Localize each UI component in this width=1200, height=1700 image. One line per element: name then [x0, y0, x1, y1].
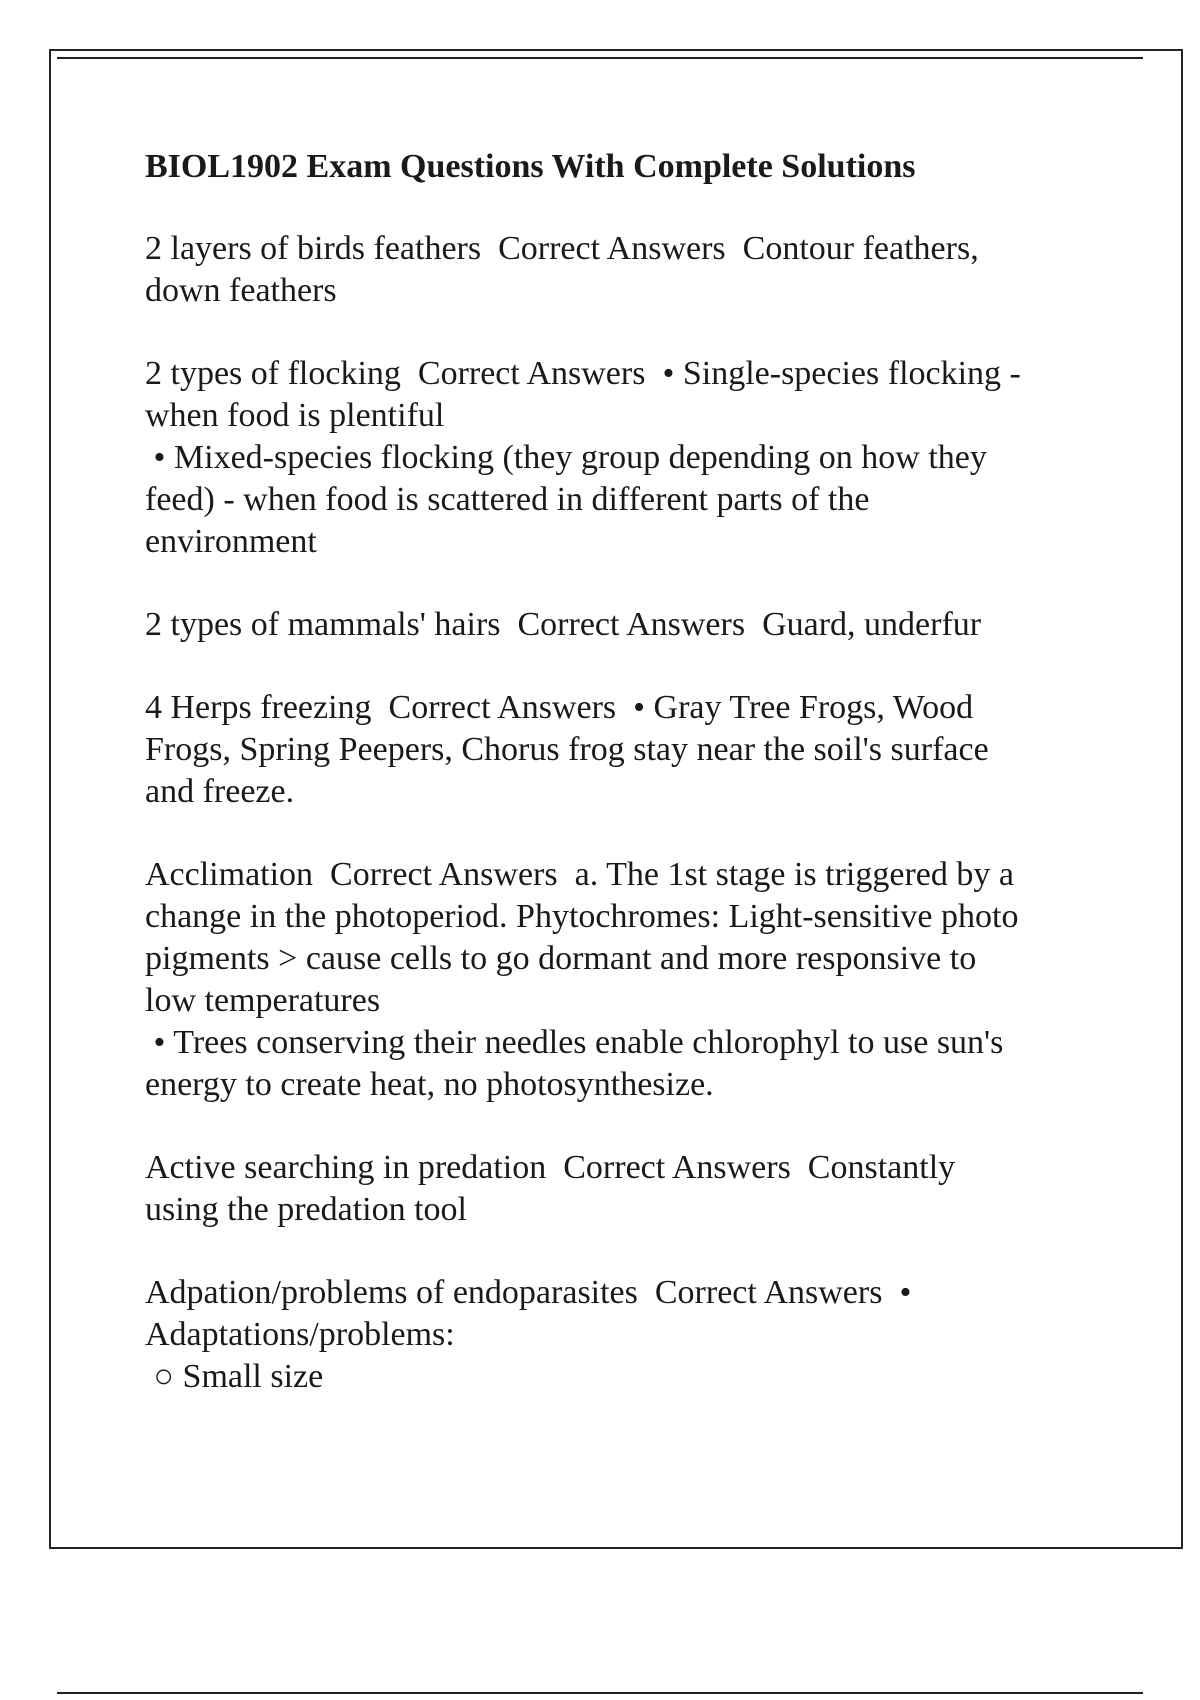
entry-line: when food is plentiful: [145, 397, 445, 434]
entry-line: • Trees conserving their needles enable chlorophyl to use sun's: [145, 1024, 1004, 1061]
entry-line: and freeze.: [145, 773, 295, 810]
entry-line: Adaptations/problems:: [145, 1316, 455, 1353]
qa-entry: [145, 1147, 1095, 1231]
entry-line: Acclimation Correct Answers a. The 1st stage is triggered by a: [145, 856, 1014, 893]
entry-line: 2 types of flocking Correct Answers • Single-species flocking -: [145, 355, 1021, 392]
entry-line: down feathers: [145, 272, 337, 309]
entry-line: low temperatures: [145, 982, 381, 1019]
entry-line: pigments > cause cells to go dormant and more responsive to: [145, 940, 977, 977]
entry-line: 2 layers of birds feathers Correct Answers Contour feathers,: [145, 230, 979, 267]
qa-entry: [145, 854, 1095, 1106]
entry-line: 2 types of mammals' hairs Correct Answers Guard, underfur: [145, 606, 982, 643]
document-body: [145, 146, 1095, 1439]
entry-line: Active searching in predation Correct Answers Constantly: [145, 1149, 956, 1186]
entry-line: 4 Herps freezing Correct Answers • Gray Tree Frogs, Wood: [145, 689, 974, 726]
qa-entry: [145, 1272, 1095, 1398]
entry-line: energy to create heat, no photosynthesize.: [145, 1066, 714, 1103]
entry-line: • Mixed-species flocking (they group depending on how they: [145, 439, 987, 476]
qa-entry: [145, 687, 1095, 813]
entry-line: ○ Small size: [145, 1358, 324, 1395]
qa-entry: [145, 228, 1095, 312]
qa-entry: [145, 353, 1095, 563]
entry-line: Adpation/problems of endoparasites Correct Answers •: [145, 1274, 912, 1311]
entry-line: change in the photoperiod. Phytochromes: Light-sensitive photo: [145, 898, 1019, 935]
entry-line: feed) - when food is scattered in different parts of the: [145, 481, 870, 518]
footer-rule: [57, 1692, 1143, 1694]
header-rule: [57, 57, 1143, 59]
document-title: BIOL1902 Exam Questions With Complete Solutions: [145, 148, 916, 185]
entry-line: using the predation tool: [145, 1191, 468, 1228]
qa-entry: [145, 604, 1095, 646]
entry-line: Frogs, Spring Peepers, Chorus frog stay near the soil's surface: [145, 731, 989, 768]
entry-line: environment: [145, 523, 317, 560]
